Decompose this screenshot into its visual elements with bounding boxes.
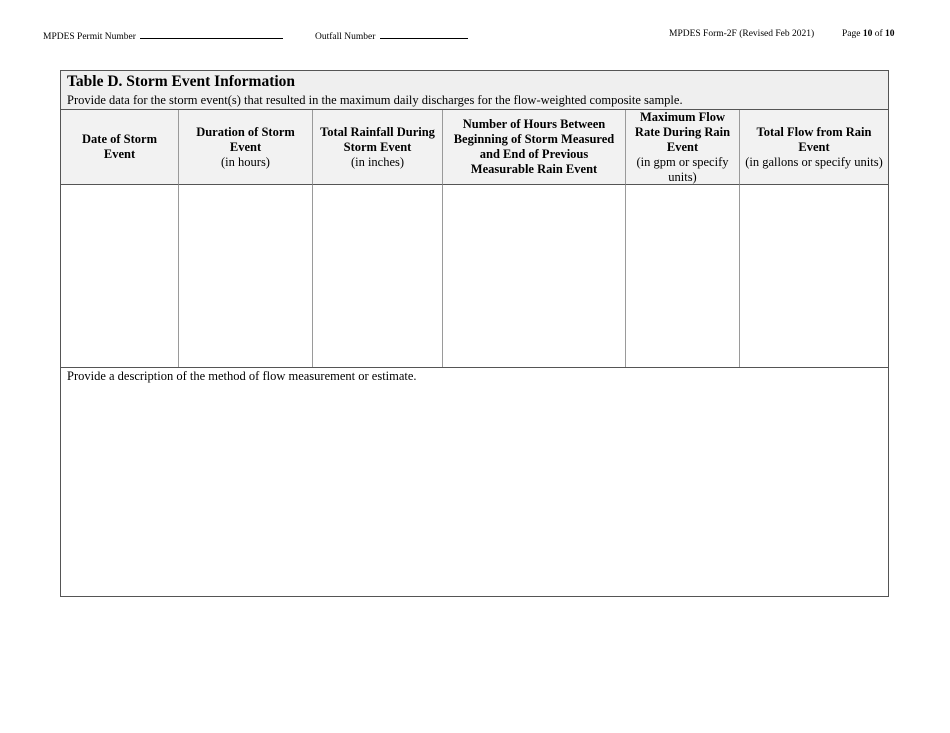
permit-number-field xyxy=(43,29,283,42)
column-header-duration-unit: (in hours) xyxy=(221,154,270,169)
column-header-total-flow-title: Total Flow from Rain Event xyxy=(756,124,872,154)
column-header-rainfall xyxy=(313,110,443,185)
permit-number-label: MPDES Permit Number xyxy=(43,32,136,42)
hours-between-entry-cell[interactable] xyxy=(443,185,626,367)
column-header-duration xyxy=(179,110,313,185)
table-title: Table D. Storm Event Information xyxy=(67,73,296,90)
page-number xyxy=(842,29,895,39)
flow-method-description-label: Provide a description of the method of flow measurement or estimate. xyxy=(67,369,417,383)
column-header-duration-title: Duration of Storm Event xyxy=(196,124,295,154)
page-current: 10 xyxy=(862,29,873,39)
column-header-rainfall-unit: (in inches) xyxy=(350,154,405,169)
total-flow-entry-cell[interactable] xyxy=(740,185,888,367)
storm-event-table xyxy=(60,70,889,597)
flow-method-description-area[interactable] xyxy=(61,367,888,597)
rainfall-entry-cell[interactable] xyxy=(313,185,443,367)
max-flow-entry-cell[interactable] xyxy=(626,185,740,367)
column-header-hours-between xyxy=(443,110,626,185)
outfall-number-field xyxy=(315,29,468,42)
column-header-max-flow-unit: (in gpm or specify units) xyxy=(636,154,729,184)
column-header-total-flow-unit: (in gallons or specify units) xyxy=(745,154,883,169)
column-header-rainfall-title: Total Rainfall During Storm Event xyxy=(320,124,435,154)
table-subtitle: Provide data for the storm event(s) that resulted in the maximum daily discharges for the flow-weighted composite sample. xyxy=(67,93,683,107)
column-header-max-flow-title: Maximum Flow Rate During Rain Event xyxy=(634,109,731,154)
form-revision: MPDES Form-2F (Revised Feb 2021) xyxy=(669,29,815,39)
column-header-date xyxy=(61,110,179,185)
page-of: of xyxy=(874,29,883,39)
table-title-band xyxy=(61,71,888,110)
page-total: 10 xyxy=(885,29,895,39)
page-prefix: Page xyxy=(842,29,861,39)
outfall-number-blank[interactable] xyxy=(380,29,468,39)
column-header-date-title: Date of Storm Event xyxy=(82,132,157,161)
outfall-number-label: Outfall Number xyxy=(315,32,376,42)
column-header-max-flow xyxy=(626,110,740,185)
column-header-hours-between-title: Number of Hours Between Beginning of Storm Measured and End of Previous Measurable Rain Event xyxy=(453,117,615,176)
date-entry-cell[interactable] xyxy=(61,185,179,367)
column-header-total-flow xyxy=(740,110,888,185)
duration-entry-cell[interactable] xyxy=(179,185,313,367)
page-header xyxy=(0,29,950,43)
permit-number-blank[interactable] xyxy=(140,29,283,39)
